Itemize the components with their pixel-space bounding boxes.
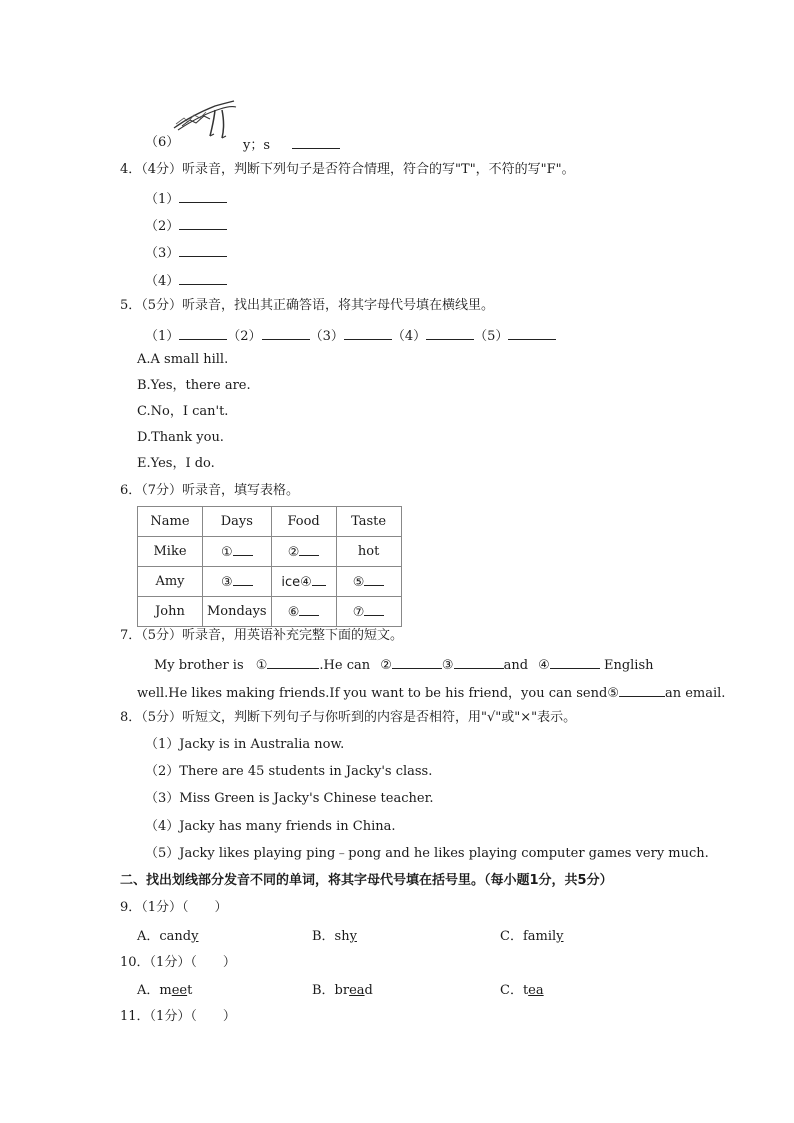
- answer-blank[interactable]: [179, 188, 227, 203]
- underlined-letters: ea: [528, 983, 544, 998]
- option-text: A．cand: [137, 929, 192, 944]
- circled-number: ③: [220, 575, 233, 590]
- underlined-letters: y: [556, 929, 564, 944]
- q8-item-3: （3）Miss Green is Jacky's Chinese teacher.: [145, 791, 434, 806]
- q4-header: 4．（4分）听录音，判断下列句子是否符合情理，符合的写"T"，不符的写"F"。: [120, 162, 575, 177]
- q4-item-label: （2）: [145, 219, 180, 234]
- option-text: B．br: [312, 983, 350, 998]
- table-header-row: [138, 507, 402, 537]
- q6-header: 6．（7分）听录音，填写表格。: [120, 483, 300, 498]
- q6-item-suffix: [243, 134, 340, 155]
- circled-number: ⑥: [287, 605, 300, 620]
- q4-item-label: （1）: [145, 192, 180, 207]
- q8-item-4: （4）Jacky has many friends in China.: [145, 819, 396, 834]
- q8-item-5: （5）Jacky likes playing ping﹣pong and he likes playing computer games very much.: [145, 846, 709, 861]
- q5-blank-label: （1）: [145, 329, 180, 344]
- answer-blank[interactable]: [364, 573, 384, 586]
- answer-blank[interactable]: [392, 654, 442, 669]
- q7-text: My brother is: [154, 658, 244, 673]
- circled-number: ②: [287, 545, 300, 560]
- q10-option-c[interactable]: [500, 982, 544, 1000]
- answer-blank[interactable]: [267, 654, 319, 669]
- answer-blank[interactable]: [619, 682, 665, 697]
- answer-blank[interactable]: [454, 654, 504, 669]
- circled-number: ③: [441, 658, 454, 673]
- q5-option-a: A.A small hill.: [137, 352, 229, 367]
- table-row: [138, 597, 402, 627]
- table-cell[interactable]: [271, 597, 336, 627]
- answer-blank[interactable]: [312, 573, 326, 586]
- option-text: B．sh: [312, 929, 350, 944]
- table-row: [138, 567, 402, 597]
- q9-option-a[interactable]: [137, 928, 198, 946]
- table-cell[interactable]: [203, 537, 272, 567]
- q7-text: well.He likes making friends.If you want to be his friend，you can send: [137, 686, 608, 701]
- table-cell: Amy: [138, 567, 203, 597]
- q9-option-b[interactable]: [312, 928, 357, 946]
- q7-text: .He can: [319, 658, 371, 673]
- answer-blank[interactable]: [299, 603, 319, 616]
- q5-blank-label: （2）: [227, 329, 262, 344]
- table-header-cell: Name: [138, 507, 203, 537]
- table-row: [138, 537, 402, 567]
- q10-option-a[interactable]: [137, 982, 192, 1000]
- underlined-letters: ee: [171, 983, 188, 998]
- q10-header: 10．（1分）（ ）: [120, 955, 236, 970]
- q4-item-label: （4）: [145, 274, 180, 289]
- circled-number: ②: [380, 658, 392, 673]
- q5-blank-label: （5）: [474, 329, 509, 344]
- table-cell[interactable]: [271, 567, 336, 597]
- q6-suffix-text: y；s: [243, 138, 271, 153]
- q7-paragraph-line1: [154, 654, 654, 675]
- circled-number: ⑤: [607, 686, 619, 701]
- option-text: C．t: [500, 983, 529, 998]
- q4-item-label: （3）: [145, 246, 180, 261]
- table-header-cell: Taste: [336, 507, 401, 537]
- answer-blank[interactable]: [233, 573, 253, 586]
- answer-blank[interactable]: [344, 325, 392, 340]
- q8-header: 8．（5分）听短文，判断下列句子与你听到的内容是否相符，用"√"或"×"表示。: [120, 710, 577, 725]
- q4-item-1: [145, 188, 227, 209]
- circled-number: ①: [220, 545, 233, 560]
- table-cell[interactable]: [336, 567, 401, 597]
- q5-header: 5．（5分）听录音，找出其正确答语，将其字母代号填在横线里。: [120, 298, 495, 313]
- q7-paragraph-line2: [137, 682, 725, 703]
- q5-blanks-row: [145, 325, 556, 346]
- q8-item-2: （2）There are 45 students in Jacky's class.: [145, 764, 433, 779]
- circled-number: ①: [255, 658, 268, 673]
- q5-option-c: C.No，I can't.: [137, 404, 229, 419]
- q5-blank-label: （3）: [309, 329, 344, 344]
- q9-header: 9．（1分）（ ）: [120, 900, 228, 915]
- answer-blank[interactable]: [179, 325, 227, 340]
- option-text: C．famil: [500, 929, 557, 944]
- answer-blank[interactable]: [364, 603, 384, 616]
- q11-header: 11．（1分）（ ）: [120, 1009, 236, 1024]
- table-cell[interactable]: [336, 597, 401, 627]
- q6-item-label: （6）: [145, 135, 180, 150]
- q5-blank-label: （4）: [391, 329, 427, 344]
- q4-item-2: [145, 215, 227, 236]
- q9-option-c[interactable]: [500, 928, 564, 946]
- answer-blank[interactable]: [299, 543, 319, 556]
- table-cell[interactable]: [203, 567, 272, 597]
- table-cell: Mike: [138, 537, 203, 567]
- underlined-letters: ea: [349, 983, 365, 998]
- table-cell: Mondays: [203, 597, 272, 627]
- q5-option-b: B.Yes，there are.: [137, 378, 251, 393]
- underlined-letters: y: [349, 929, 357, 944]
- answer-blank[interactable]: [550, 654, 600, 669]
- answer-blank[interactable]: [179, 215, 227, 230]
- table-cell[interactable]: [271, 537, 336, 567]
- q10-option-b[interactable]: [312, 982, 373, 1000]
- table-header-cell: Days: [203, 507, 272, 537]
- answer-blank[interactable]: [508, 325, 556, 340]
- q6-table: [137, 506, 402, 627]
- answer-blank[interactable]: [292, 134, 340, 149]
- q7-text: and: [503, 658, 529, 673]
- table-cell: John: [138, 597, 203, 627]
- sketch-image: [170, 98, 240, 148]
- table-header-cell: Food: [271, 507, 336, 537]
- q4-item-4: [145, 270, 227, 291]
- circled-number: ⑤: [352, 575, 365, 590]
- table-cell: hot: [336, 537, 401, 567]
- section2-title: 二、找出划线部分发音不同的单词，将其字母代号填在括号里。（每小题1分，共5分）: [120, 873, 613, 888]
- option-text: t: [187, 983, 193, 998]
- option-text: A．m: [137, 983, 172, 998]
- answer-blank[interactable]: [233, 543, 253, 556]
- q5-option-e: E.Yes，I do.: [137, 456, 215, 471]
- circled-number: ④: [538, 658, 550, 673]
- q7-text: English: [603, 658, 654, 673]
- circled-number: ice④: [281, 575, 312, 590]
- underlined-letters: y: [191, 929, 199, 944]
- q4-item-3: [145, 242, 227, 263]
- q8-item-1: （1）Jacky is in Australia now.: [145, 737, 345, 752]
- answer-blank[interactable]: [179, 270, 227, 285]
- answer-blank[interactable]: [262, 325, 310, 340]
- q7-text: an email.: [664, 686, 726, 701]
- q7-header: 7．（5分）听录音，用英语补充完整下面的短文。: [120, 628, 404, 643]
- option-text: d: [364, 983, 373, 998]
- answer-blank[interactable]: [426, 325, 474, 340]
- q5-option-d: D.Thank you.: [137, 430, 224, 445]
- circled-number: ⑦: [352, 605, 365, 620]
- answer-blank[interactable]: [179, 242, 227, 257]
